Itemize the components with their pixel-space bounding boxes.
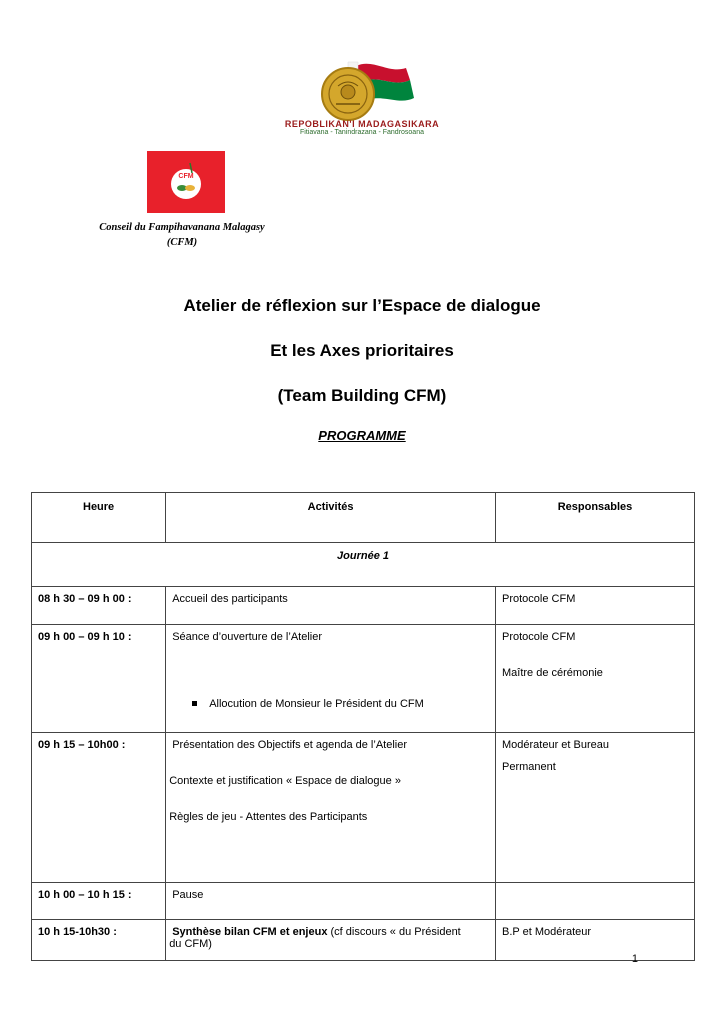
row-responsible: [496, 883, 695, 920]
row-activity: Présentation des Objectifs et agenda de l’Atelier Contexte et justification « Espace de dialogue » Règles de jeu - Attentes des Participants: [166, 733, 496, 883]
square-bullet-icon: [192, 701, 197, 706]
page-number: 1: [631, 953, 638, 965]
row-responsible: B.P et Modérateur: [496, 920, 695, 961]
cfm-logo: [147, 151, 225, 213]
cfm-logo-icon: [147, 151, 225, 213]
header-activities: Activités: [166, 493, 496, 543]
row-responsible: Protocole CFM Maître de cérémonie: [496, 625, 695, 733]
row-time: 09 h 15 – 10h00 :: [32, 733, 166, 883]
table-header-row: [32, 493, 695, 543]
day-row: [32, 543, 695, 587]
header-time: Heure: [32, 493, 166, 543]
row-responsible: Protocole CFM: [496, 587, 695, 625]
programme-heading: PROGRAMME: [318, 428, 406, 443]
republic-name: REPOBLIKAN'I MADAGASIKARA: [284, 119, 440, 129]
republic-caption: [282, 119, 442, 136]
org-caption: [82, 220, 282, 250]
row-time: 10 h 00 – 10 h 15 :: [32, 883, 166, 920]
bullet-item: Allocution de Monsieur le Président du CFM: [172, 698, 495, 710]
table-row: [32, 920, 695, 961]
org-name: Conseil du Fampihavanana Malagasy: [99, 222, 265, 233]
document-title: [0, 296, 724, 431]
row-activity: Accueil des participants: [166, 587, 496, 625]
row-time: 09 h 00 – 09 h 10 :: [32, 625, 166, 733]
row-responsible: Modérateur et Bureau Permanent: [496, 733, 695, 883]
table-row: [32, 733, 695, 883]
programme-table: [31, 492, 695, 961]
table-row: [32, 587, 695, 625]
row-time: 08 h 30 – 09 h 00 :: [32, 587, 166, 625]
header-responsibles: Responsables: [496, 493, 695, 543]
day-label: Journée 1: [32, 543, 695, 587]
table-row: [32, 883, 695, 920]
row-activity: Synthèse bilan CFM et enjeux (cf discours « du Président du CFM): [166, 920, 496, 961]
title-line-3: (Team Building CFM): [277, 386, 447, 405]
row-activity: Pause: [166, 883, 496, 920]
table-row: [32, 625, 695, 733]
title-line-2: Et les Axes prioritaires: [270, 341, 454, 360]
row-activity: Séance d’ouverture de l’Atelier Allocution de Monsieur le Président du CFM: [166, 625, 496, 733]
republic-motto: Fitiavana - Tanindrazana - Fandrosoana: [299, 129, 424, 136]
org-abbr: (CFM): [166, 237, 198, 248]
row-time: 10 h 15-10h30 :: [32, 920, 166, 961]
svg-text:CFM: CFM: [178, 173, 194, 180]
title-line-1: Atelier de réflexion sur l’Espace de dialogue: [183, 296, 541, 315]
